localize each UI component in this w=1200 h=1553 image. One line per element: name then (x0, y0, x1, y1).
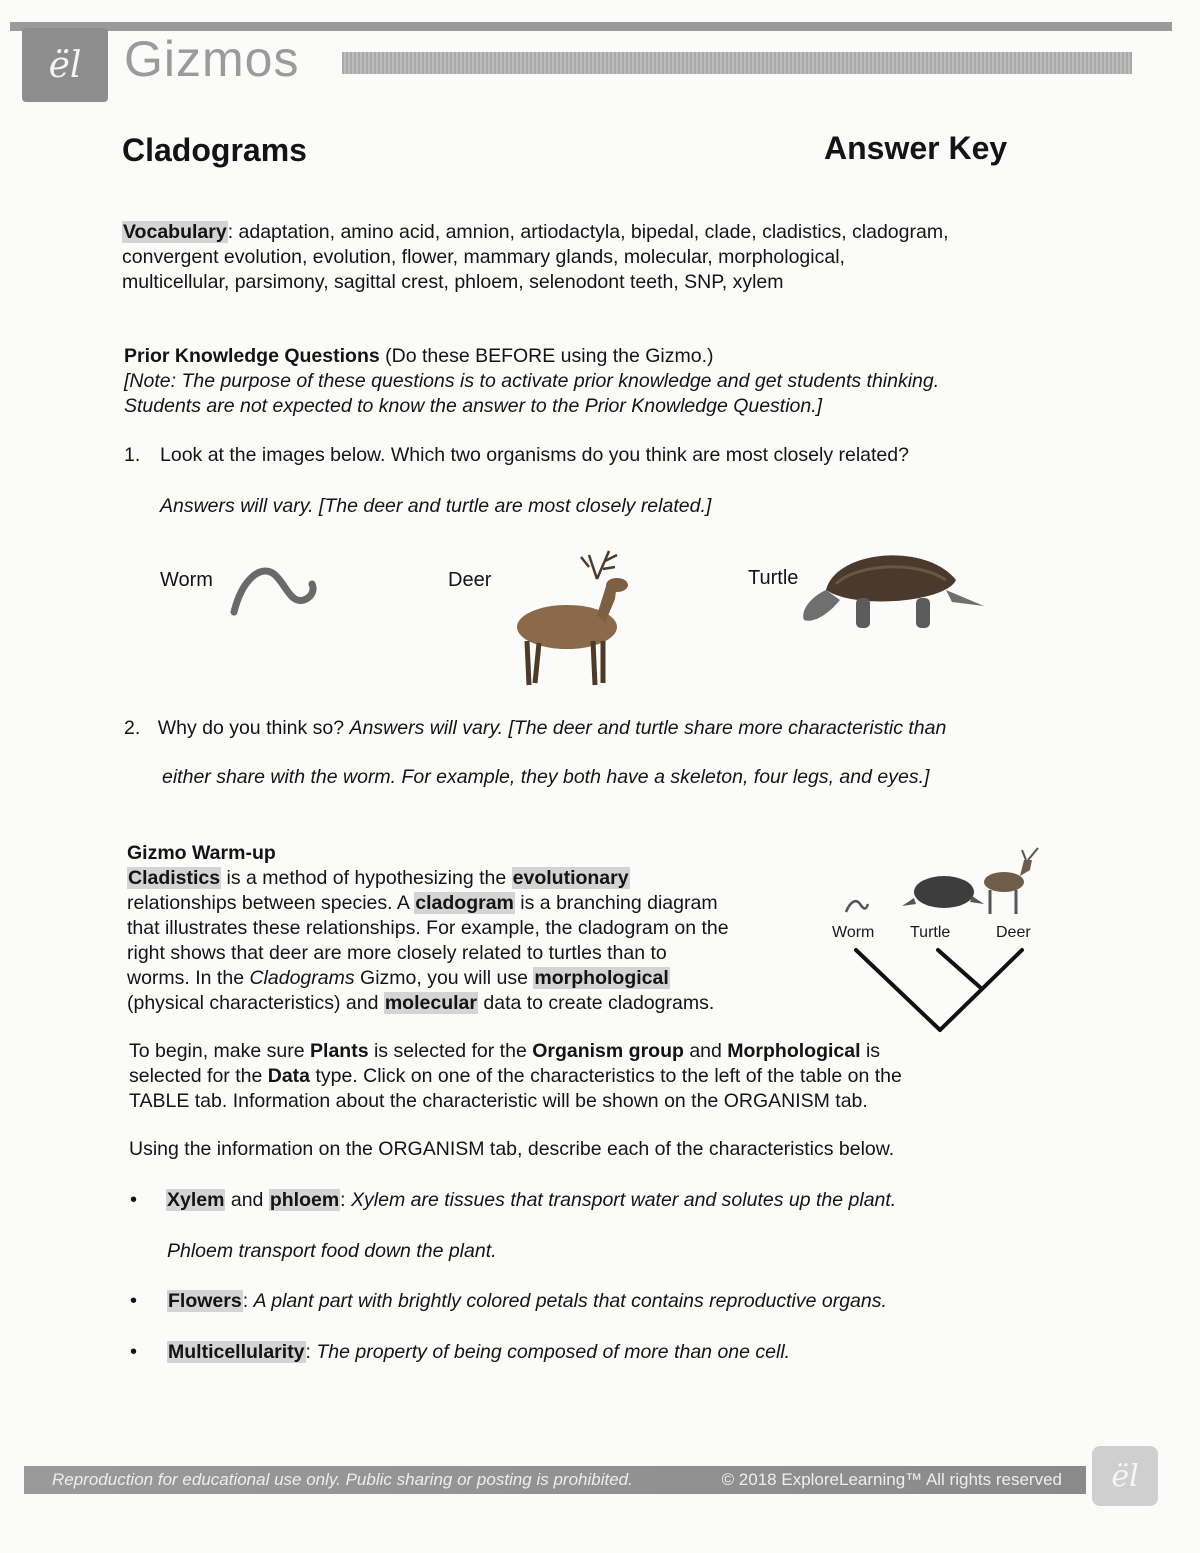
brand-name: Gizmos (124, 31, 300, 87)
cladogram-branches (856, 950, 1022, 1030)
bullet-flowers-mark: • (130, 1290, 138, 1312)
cladogram-diagram (826, 846, 1046, 1036)
vocabulary-label: Vocabulary (123, 221, 227, 243)
turtle-image (796, 540, 986, 635)
page-title: Cladograms (122, 132, 307, 168)
answer-1: Answers will vary. [The deer and turtle are most closely related.] (160, 495, 712, 517)
turtle-label: Turtle (748, 567, 799, 589)
prior-knowledge-heading: Prior Knowledge Questions (124, 345, 380, 367)
bullet-xylem-mark: • (130, 1189, 138, 1211)
worm-icon (846, 901, 868, 912)
prior-knowledge-block: Prior Knowledge Questions (Do these BEFORE using the Gizmo.) [Note: The purpose of these questions is to activate prior knowledge and get students thinking. Students are not expected to know the answer to the Prior Knowledge Question.] (124, 345, 940, 417)
question-1: 1. Look at the images below. Which two organisms do you think are most closely related? (124, 444, 909, 466)
explorelearning-logo: ël (22, 28, 108, 102)
begin-instructions: To begin, make sure Plants is selected for the Organism group and Morphological is selected for the Data type. Click on one of the characteristics to the left of the table on the TABLE tab. Information about the characteristic will be shown on the ORGANISM tab. (129, 1040, 902, 1112)
bullet-multicellularity: Multicellularity: The property of being composed of more than one cell. (168, 1341, 791, 1363)
vocabulary-block: Vocabulary: adaptation, amino acid, amnion, artiodactyla, bipedal, clade, cladistics, cladogram, convergent evolution, evolution, flower, mammary glands, molecular, morphological, multicellular, parsimony, sagittal crest, phloem, selenodont teeth, SNP, xylem (122, 221, 949, 293)
warmup-heading: Gizmo Warm-up (127, 842, 276, 864)
deer-image (505, 545, 650, 690)
diagram-label-deer: Deer (996, 924, 1031, 941)
answer-2-continued: either share with the worm. For example, they both have a skeleton, four legs, and eyes.] (162, 766, 930, 788)
bullet-xylem-phloem-continued: Phloem transport food down the plant. (167, 1240, 497, 1262)
deer-label: Deer (448, 569, 492, 591)
bullet-flowers: Flowers: A plant part with brightly colored petals that contains reproductive organs. (168, 1290, 887, 1312)
bullet-xylem-phloem: Xylem and phloem: Xylem are tissues that transport water and solutes up the plant. (167, 1189, 897, 1211)
question-2: 2. Why do you think so? Answers will vary. [The deer and turtle share more characteristic than (124, 717, 947, 739)
worm-label: Worm (160, 569, 213, 591)
using-instructions: Using the information on the ORGANISM tab, describe each of the characteristics below. (129, 1138, 895, 1160)
footer-logo: ël (1092, 1446, 1158, 1506)
diagram-label-turtle: Turtle (910, 924, 951, 941)
answer-key-label: Answer Key (824, 130, 1008, 166)
footer-copyright: © 2018 ExploreLearning™ All rights reserved (721, 1470, 1062, 1489)
deer-icon (984, 848, 1038, 914)
bullet-multicellularity-mark: • (130, 1341, 138, 1363)
footer-bar (24, 1466, 1086, 1494)
turtle-icon (902, 876, 984, 908)
footer-notice: Reproduction for educational use only. Public sharing or posting is prohibited. (52, 1470, 633, 1489)
header-bar (342, 52, 1132, 74)
diagram-label-worm: Worm (832, 924, 875, 941)
warmup-block: Gizmo Warm-up Cladistics is a method of hypothesizing the evolutionary relationships between species. A cladogram is a branching diagram that illustrates these relationships. For example, the cladogram on the right shows that deer are more closely related to turtles than to worms. In the Cladograms Gizmo, you will use morphological (physical characteristics) and molecular data to create cladograms. (127, 842, 729, 1014)
worm-image (228, 560, 323, 620)
